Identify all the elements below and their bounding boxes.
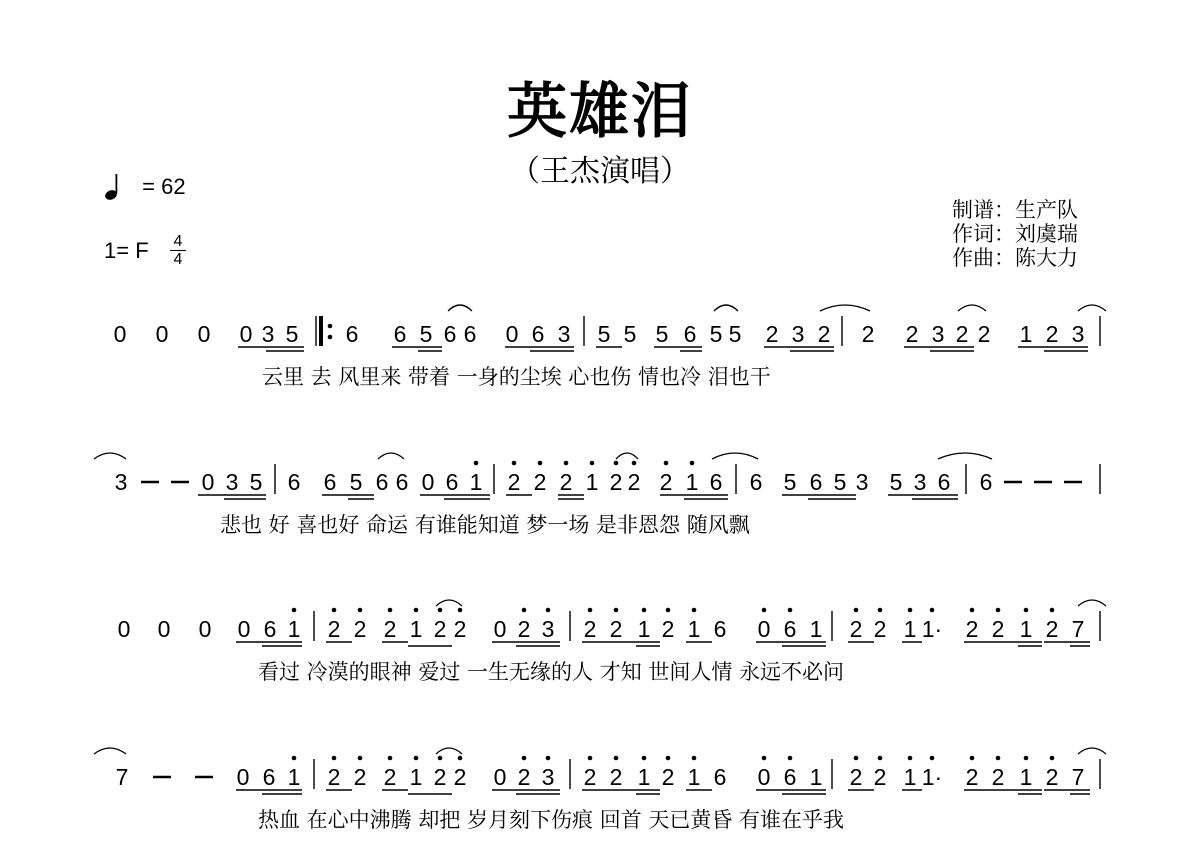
note: 2 [1045,321,1059,347]
note: 6 [783,616,797,642]
note: 0 [421,469,435,495]
octave-dot [762,608,767,613]
octave-dot [642,756,647,761]
octave-dot [458,608,463,613]
octave-dot [666,756,671,761]
slur [616,453,638,459]
slur [714,305,738,311]
octave-dot [788,756,793,761]
slur [378,453,404,459]
note: 3 [541,616,555,642]
note: 6 [262,764,276,790]
note: 5 [623,321,637,347]
note: 3 [1071,321,1085,347]
octave-dot [878,608,883,613]
note: 1 [809,764,823,790]
note: 3 [541,764,555,790]
score-line [114,305,1106,389]
octave-dot [546,608,551,613]
note: 1· [921,764,943,790]
note: 6 [323,469,337,495]
slur [1078,748,1106,754]
note: 2 [533,469,547,495]
octave-dot [788,608,793,613]
repeat-dot [328,324,333,329]
note: 1 [809,616,823,642]
note: 6 [375,469,389,495]
octave-dot [642,608,647,613]
octave-dot [332,756,337,761]
note: 2 [583,616,597,642]
octave-dot [512,461,517,466]
note: 2 [873,616,887,642]
credit-composer: 作曲：陈大力 [952,246,1078,270]
note: 7 [1071,764,1085,790]
note: 2 [991,616,1005,642]
note: 2 [453,764,467,790]
note: 2 [327,764,341,790]
note: 2 [517,764,531,790]
octave-dot [414,608,419,613]
note: 1 [1019,321,1033,347]
octave-dot [292,608,297,613]
credits [952,198,1078,270]
lyrics-line: 云里 去 风里来 带着 一身的尘埃 心也伤 情也冷 泪也干 [262,365,771,389]
note: 3 [913,469,927,495]
octave-dot [692,608,697,613]
slur [820,305,870,311]
octave-dot [908,756,913,761]
note: 3 [557,321,571,347]
note: 3 [931,321,945,347]
note: 6 [709,469,723,495]
note: 3 [114,469,128,495]
note: 1 [409,616,423,642]
note: 1 [903,616,917,642]
note: 2 [849,764,863,790]
note: 0 [113,321,127,347]
note: 6 [713,764,727,790]
note: 5 [889,469,903,495]
note: 2 [327,616,341,642]
lyrics-line: 悲也 好 喜也好 命运 有谁能知道 梦一场 是非恩怨 随风飘 [220,513,750,537]
slur [1078,600,1106,606]
octave-dot [692,756,697,761]
note: 5 [349,469,363,495]
octave-dot [878,756,883,761]
note: 0 [197,321,211,347]
octave-dot [996,608,1001,613]
octave-dot [292,756,297,761]
credit-lyricist: 作词：刘虞瑞 [952,222,1078,246]
note: 2 [383,764,397,790]
note: 2 [433,616,447,642]
slur [436,600,462,606]
note: 0 [117,616,131,642]
note: 6 [287,469,301,495]
lyrics-line: 看过 冷漠的眼神 爱过 一生无缘的人 才知 世间人情 永远不必问 [258,660,845,684]
octave-dot [438,756,443,761]
note: 0 [493,616,507,642]
note: 1 [1019,764,1033,790]
note: 2 [977,321,991,347]
octave-dot [414,756,419,761]
octave-dot [590,461,595,466]
octave-dot [690,461,695,466]
note: 6 [979,469,993,495]
note: 6 [445,469,459,495]
octave-dot [546,756,551,761]
note: 2 [965,764,979,790]
song-subtitle: （王杰演唱） [510,154,690,189]
slur [1078,305,1106,311]
note: 5 [655,321,669,347]
time-signature-numerator: 4 [173,233,183,250]
song-title: 英雄泪 [507,77,693,147]
note: 6 [749,469,763,495]
note: 2 [383,616,397,642]
repeat-dot [328,335,333,340]
note: 0 [157,616,171,642]
note: 0 [237,616,251,642]
octave-dot [930,608,935,613]
note: 2 [955,321,969,347]
score-line [94,748,1106,832]
note: 0 [493,764,507,790]
octave-dot [970,756,975,761]
octave-dot [564,461,569,466]
octave-dot [908,608,913,613]
note: 2 [353,764,367,790]
tempo-marking [104,172,186,202]
octave-dot [930,756,935,761]
note: 6 [713,616,727,642]
note: 6 [395,469,409,495]
note: 6 [263,616,277,642]
note: 3 [855,469,869,495]
octave-dot [358,756,363,761]
note: 1 [1019,616,1033,642]
octave-dot [854,756,859,761]
octave-dot [522,756,527,761]
octave-dot [458,756,463,761]
note: 1 [637,616,651,642]
note: 3 [225,469,239,495]
note: 6 [345,321,359,347]
octave-dot [614,608,619,613]
note: 6 [463,321,477,347]
octave-dot [1050,756,1055,761]
note: 6 [393,321,407,347]
note: 2 [507,469,521,495]
note: 6 [783,764,797,790]
note: 2 [583,764,597,790]
note: 1 [903,764,917,790]
note: 6 [443,321,457,347]
slur [436,748,462,754]
octave-dot [854,608,859,613]
time-signature [170,234,186,267]
octave-dot [970,608,975,613]
note: 3 [791,321,805,347]
note: 2 [453,616,467,642]
note: 0 [198,616,212,642]
lyrics-line: 热血 在心中沸腾 却把 岁月刻下伤痕 回首 天已黄昏 有谁在乎我 [258,808,845,832]
octave-dot [1024,608,1029,613]
octave-dot [996,756,1001,761]
octave-dot [358,608,363,613]
credit-arranger: 制谱：生产队 [952,198,1078,222]
note: 2 [353,616,367,642]
note: 1 [409,764,423,790]
note: 5 [597,321,611,347]
note: 1 [685,469,699,495]
note: 2 [1045,764,1059,790]
note: 1 [585,469,599,495]
note: 1 [287,764,301,790]
note: 5 [783,469,797,495]
octave-dot [388,608,393,613]
note: 2 [873,764,887,790]
note: 2 [1045,616,1059,642]
octave-dot [332,608,337,613]
note: 2 [609,616,623,642]
note: 1 [687,616,701,642]
quarter-note-icon [104,172,122,202]
note: 7 [1071,616,1085,642]
note: 1 [287,616,301,642]
octave-dot [632,461,637,466]
note: 2 [765,321,779,347]
note: 0 [201,469,215,495]
octave-dot [1024,756,1029,761]
score-line [118,600,1106,684]
octave-dot [388,756,393,761]
note: 6 [937,469,951,495]
note: 2 [659,469,673,495]
octave-dot [438,608,443,613]
note: 2 [433,764,447,790]
time-signature-denominator: 4 [173,251,183,268]
note: 3 [261,321,275,347]
note: 0 [239,321,253,347]
note: 2 [965,616,979,642]
note: 2 [661,764,675,790]
slur [94,453,126,459]
note: 0 [236,764,250,790]
note: 2 [609,469,623,495]
octave-dot [762,756,767,761]
note: 7 [115,764,129,790]
octave-dot [614,461,619,466]
score-line [94,453,1100,537]
note: 1 [637,764,651,790]
note: 5 [709,321,723,347]
note: 1 [469,469,483,495]
octave-dot [1050,608,1055,613]
octave-dot [664,461,669,466]
octave-dot [588,756,593,761]
note: 2 [991,764,1005,790]
tempo-value: = 62 [142,174,186,199]
slur [938,453,992,459]
note: 2 [609,764,623,790]
note: 2 [517,616,531,642]
note: 6 [809,469,823,495]
note: 5 [833,469,847,495]
octave-dot [474,461,479,466]
octave-dot [538,461,543,466]
note: 2 [861,321,875,347]
octave-dot [666,608,671,613]
note: 2 [559,469,573,495]
note: 2 [661,616,675,642]
slur [94,748,126,754]
note: 2 [817,321,831,347]
slur [712,453,758,459]
note: 6 [531,321,545,347]
octave-dot [522,608,527,613]
note: 5 [249,469,263,495]
octave-dot [588,608,593,613]
note: 2 [849,616,863,642]
note: 0 [505,321,519,347]
note: 0 [155,321,169,347]
note: 1· [921,616,943,642]
note: 5 [419,321,433,347]
key-signature: 1= F [104,238,149,263]
note: 5 [285,321,299,347]
note: 0 [757,764,771,790]
note: 0 [757,616,771,642]
note: 2 [627,469,641,495]
slur [958,305,986,311]
slur [448,305,472,311]
octave-dot [614,756,619,761]
note: 5 [728,321,742,347]
note: 6 [683,321,697,347]
note: 2 [905,321,919,347]
note: 1 [687,764,701,790]
